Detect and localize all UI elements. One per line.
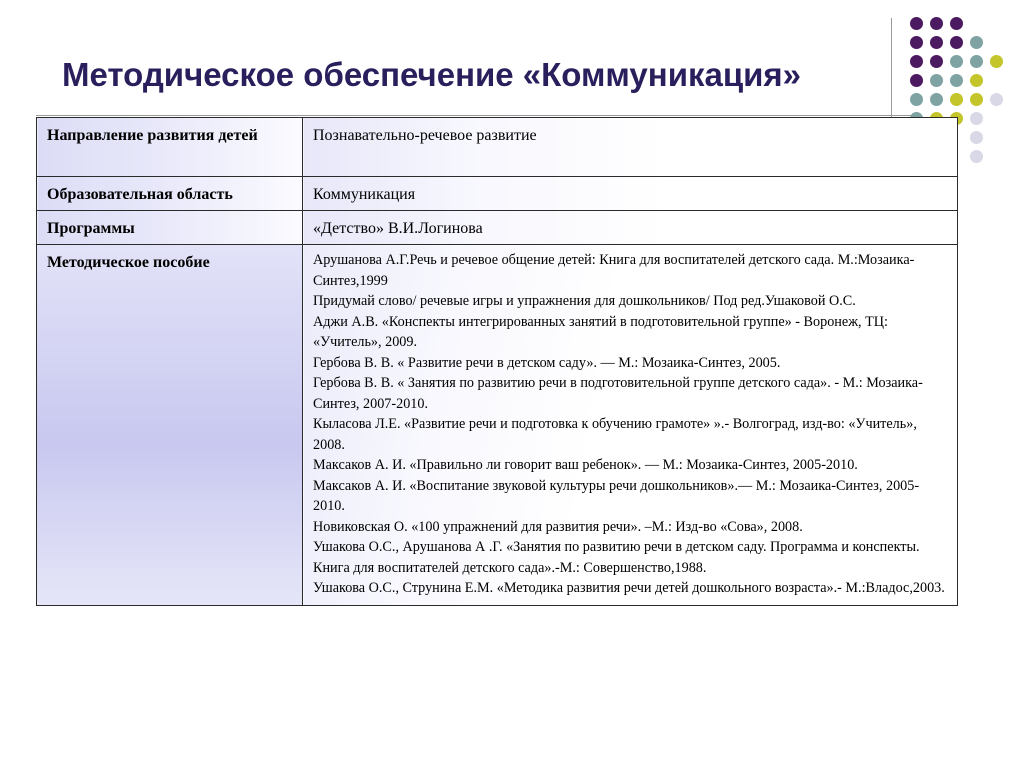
decor-dot: [970, 93, 983, 106]
reference-item: Ушакова О.С., Арушанова А .Г. «Занятия по развитию речи в детском саду. Программа и конспекты. Книга для воспитателей детского сада».-М.: Совершенство,1988.: [313, 539, 920, 576]
decor-dot: [970, 55, 983, 68]
decor-dot: [910, 36, 923, 49]
slide-title: Методическое обеспечение «Коммуникация»: [62, 56, 802, 93]
decor-dot: [930, 17, 943, 30]
decor-dot: [910, 55, 923, 68]
decor-dot: [910, 17, 923, 30]
row-label-manual: Методическое пособие: [37, 245, 303, 606]
reference-item: Максаков А. И. «Правильно ли говорит ваш ребенок». — М.: Мозаика-Синтез, 2005-2010.: [313, 457, 858, 473]
row-label-area: Образовательная область: [37, 177, 303, 211]
reference-item: Аджи А.В. «Конспекты интегрированных занятий в подготовительной группе» - Воронеж, ТЦ: «Учитель», 2009.: [313, 313, 888, 350]
decor-dot: [930, 74, 943, 87]
decor-vertical-line: [891, 18, 892, 130]
decor-dot: [990, 93, 1003, 106]
row-value-programs: «Детство» В.И.Логинова: [303, 211, 958, 245]
reference-item: Максаков А. И. «Воспитание звуковой культуры речи дошкольников».— М.: Мозаика-Синтез, 2005-2010.: [313, 477, 920, 514]
table-row: [37, 177, 958, 211]
reference-item: Гербова В. В. « Развитие речи в детском саду». — М.: Мозаика-Синтез, 2005.: [313, 354, 781, 371]
decor-dot: [950, 93, 963, 106]
row-label-direction: Направление развития детей: [37, 118, 303, 177]
row-value-direction: Познавательно-речевое развитие: [303, 118, 958, 177]
decor-dot: [970, 74, 983, 87]
decor-dot: [990, 55, 1003, 68]
row-label-programs: Программы: [37, 211, 303, 245]
decor-horizontal-line: [36, 115, 918, 116]
decor-dot: [970, 150, 983, 163]
decor-dot: [970, 112, 983, 125]
table-row: [37, 118, 958, 177]
table-row: [37, 211, 958, 245]
reference-item: Арушанова А.Г.Речь и речевое общение детей: Книга для воспитателей детского сада. М.:Мозаика-Синтез,1999: [313, 252, 915, 289]
reference-item: Придумай слово/ речевые игры и упражнения для дошкольников/ Под ред.Ушаковой О.С.: [313, 293, 856, 309]
decor-dot: [970, 131, 983, 144]
reference-item: Гербова В. В. « Занятия по развитию речи в подготовительной группе детского сада». - М.: Мозаика-Синтез, 2007-2010.: [313, 375, 923, 412]
reference-list: [303, 245, 958, 606]
reference-item: Кыласова Л.Е. «Развитие речи и подготовка к обучению грамоте» ».- Волгоград, изд-во: «Учитель», 2008.: [313, 416, 917, 453]
decor-dot: [910, 93, 923, 106]
methodology-table: [36, 117, 958, 606]
decor-dot: [930, 93, 943, 106]
row-value-area: Коммуникация: [303, 177, 958, 211]
decor-dot: [950, 17, 963, 30]
decor-dot: [950, 55, 963, 68]
reference-item: Ушакова О.С., Струнина Е.М. «Методика развития речи детей дошкольного возраста».- М.:Владос,2003.: [313, 580, 945, 596]
decor-dot: [930, 36, 943, 49]
decor-dot: [950, 74, 963, 87]
decor-dot: [910, 74, 923, 87]
decor-dot: [970, 36, 983, 49]
decor-dot: [950, 36, 963, 49]
reference-item: Новиковская О. «100 упражнений для развития речи». –М.: Изд-во «Сова», 2008.: [313, 518, 803, 535]
decor-dot: [930, 55, 943, 68]
table-row: [37, 245, 958, 606]
